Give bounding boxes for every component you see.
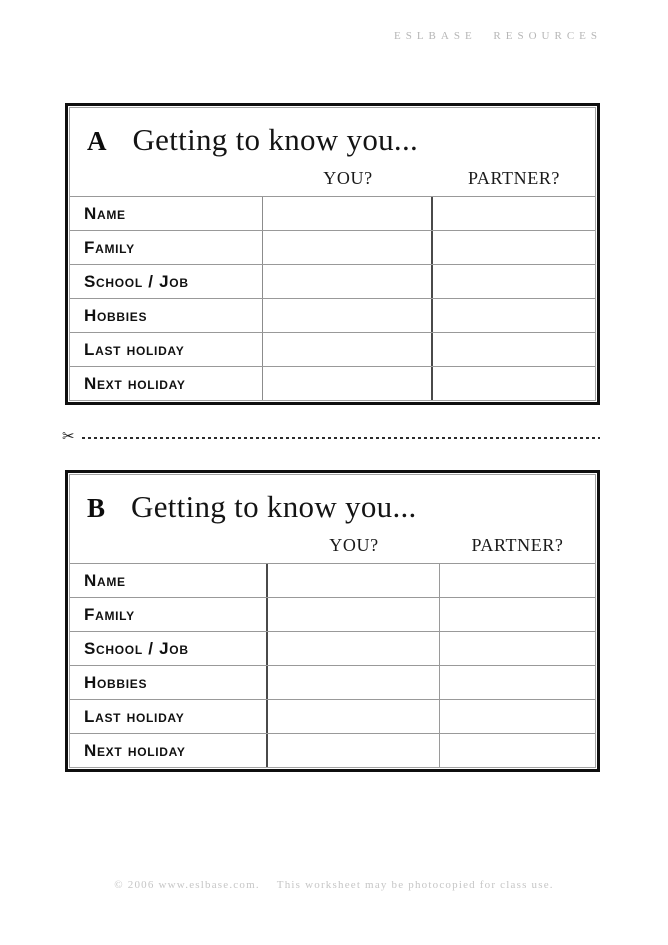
- row-label: Family: [70, 598, 268, 631]
- section-title: Getting to know you...: [132, 122, 419, 157]
- row-label: Next holiday: [70, 734, 268, 767]
- spacer: [70, 529, 268, 563]
- section-a-column-headers: [70, 162, 595, 196]
- partner-answer-cell: [440, 666, 595, 699]
- section-b-inner-frame: [69, 474, 596, 768]
- brand-text: ESLBASE RESOURCES: [394, 30, 602, 42]
- partner-answer-cell: [433, 367, 595, 400]
- section-title: Getting to know you...: [131, 489, 417, 524]
- you-answer-cell: [268, 734, 440, 767]
- table-row: [70, 665, 595, 699]
- partner-answer-cell: [433, 197, 595, 230]
- section-b-column-headers: [70, 529, 595, 563]
- footer-note: This worksheet may be photocopied for class use.: [276, 879, 554, 891]
- you-answer-cell: [263, 231, 433, 264]
- row-label: School / Job: [70, 632, 268, 665]
- row-label: Last holiday: [70, 333, 263, 366]
- section-b-header: [70, 475, 595, 563]
- section-a: [65, 103, 600, 405]
- row-label: Name: [70, 564, 268, 597]
- table-row: [70, 631, 595, 665]
- partner-answer-cell: [433, 333, 595, 366]
- section-b-title-row: [70, 475, 595, 525]
- partner-answer-cell: [433, 299, 595, 332]
- table-row: [70, 597, 595, 631]
- partner-answer-cell: [440, 700, 595, 733]
- table-row: [70, 366, 595, 400]
- row-label: Last holiday: [70, 700, 268, 733]
- column-header-you: YOU?: [329, 535, 379, 555]
- section-letter: B: [87, 493, 106, 523]
- row-label: School / Job: [70, 265, 263, 298]
- section-a-title-row: [70, 108, 595, 158]
- table-row: [70, 733, 595, 767]
- you-answer-cell: [268, 700, 440, 733]
- column-header-you: YOU?: [323, 168, 373, 188]
- section-a-header: [70, 108, 595, 196]
- table-row: [70, 563, 595, 597]
- you-answer-cell: [268, 564, 440, 597]
- row-label: Next holiday: [70, 367, 263, 400]
- you-answer-cell: [263, 333, 433, 366]
- you-answer-cell: [263, 265, 433, 298]
- row-label: Family: [70, 231, 263, 264]
- you-answer-cell: [268, 666, 440, 699]
- footer-copyright: © 2006 www.eslbase.com.: [114, 879, 260, 891]
- partner-answer-cell: [440, 734, 595, 767]
- partner-answer-cell: [433, 231, 595, 264]
- partner-answer-cell: [433, 265, 595, 298]
- column-header-partner: PARTNER?: [467, 168, 561, 188]
- partner-answer-cell: [440, 632, 595, 665]
- table-row: [70, 196, 595, 230]
- partner-answer-cell: [440, 598, 595, 631]
- section-a-table: [70, 196, 595, 400]
- table-row: [70, 332, 595, 366]
- cut-line: [62, 429, 600, 446]
- section-letter: A: [87, 126, 107, 156]
- you-answer-cell: [263, 197, 433, 230]
- section-a-inner-frame: [69, 107, 596, 401]
- you-answer-cell: [263, 367, 433, 400]
- scissors-icon: ✂: [62, 427, 75, 445]
- spacer: [70, 162, 263, 196]
- dashed-cut-rule: [82, 437, 600, 439]
- table-row: [70, 298, 595, 332]
- column-header-partner: PARTNER?: [471, 535, 564, 555]
- row-label: Name: [70, 197, 263, 230]
- row-label: Hobbies: [70, 666, 268, 699]
- section-b-table: [70, 563, 595, 767]
- table-row: [70, 699, 595, 733]
- partner-answer-cell: [440, 564, 595, 597]
- you-answer-cell: [268, 598, 440, 631]
- page-footer: [0, 879, 668, 891]
- table-row: [70, 230, 595, 264]
- you-answer-cell: [268, 632, 440, 665]
- table-row: [70, 264, 595, 298]
- row-label: Hobbies: [70, 299, 263, 332]
- you-answer-cell: [263, 299, 433, 332]
- section-b: [65, 470, 600, 772]
